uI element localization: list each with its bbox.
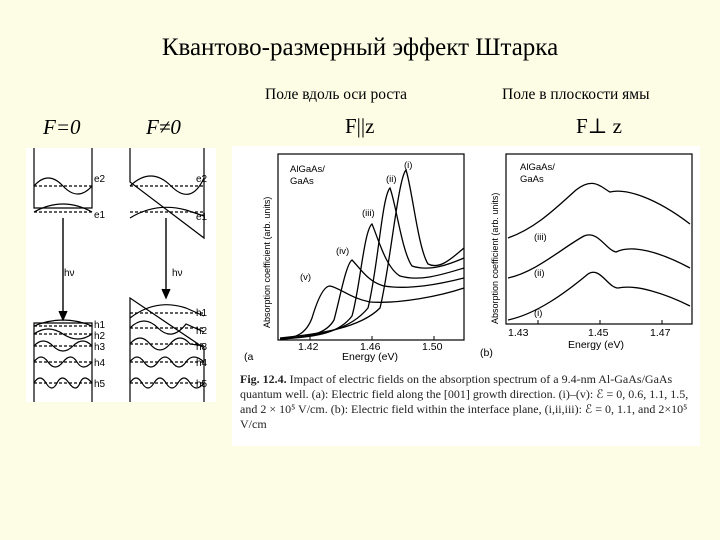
- wavefunction-e2-f0: [34, 178, 92, 194]
- level-label-h3-f0: h3: [94, 342, 106, 353]
- figure-caption: [240, 372, 690, 432]
- label-f-perp: F⊥ z: [576, 114, 622, 138]
- plot-b: [476, 148, 698, 364]
- conduction-well-f0: [34, 148, 92, 208]
- curve-label-iv: (iv): [336, 246, 350, 257]
- plot-a-panel-tag: (a: [244, 351, 254, 363]
- wavefunction-e2-fnonzero: [130, 176, 204, 194]
- slide-title: Квантово-размерный эффект Штарка: [161, 34, 559, 61]
- curve-label-iii: (iii): [362, 208, 375, 219]
- level-label-e1-f0: e1: [94, 210, 106, 221]
- plot-b-xtick-3: 1.47: [650, 327, 671, 339]
- level-label-h3-fnz: h3: [196, 342, 208, 353]
- level-label-h2-fnz: h2: [196, 326, 208, 337]
- curve-b-label-i: (i): [534, 308, 543, 319]
- plot-a-xtick-1: 1.42: [298, 341, 319, 353]
- band-diagram-panel: [26, 148, 216, 402]
- plot-b-panel-tag: (b): [480, 347, 493, 359]
- header-field-parallel: Поле вдоль оси роста: [265, 86, 408, 103]
- plot-a-xtick-3: 1.50: [422, 341, 443, 353]
- transition-label-fnz: hν: [172, 268, 183, 279]
- plot-b-xtick-1: 1.43: [508, 327, 529, 339]
- level-label-e2-f0: e2: [94, 174, 106, 185]
- plot-a-legend-line2: GaAs: [290, 176, 314, 187]
- level-label-h5-f0: h5: [94, 379, 106, 390]
- level-label-h2-f0: h2: [94, 331, 106, 342]
- caption-fig-label: Fig. 12.4.: [240, 372, 287, 386]
- header-field-perpendicular: Поле в плоскости ямы: [502, 86, 650, 103]
- label-f-parallel: F||z: [345, 114, 375, 138]
- level-label-h4-f0: h4: [94, 358, 106, 369]
- curve-v: [280, 286, 464, 339]
- level-label-h1-fnz: h1: [196, 308, 208, 319]
- plot-b-xtick-2: 1.45: [588, 327, 609, 339]
- plot-a-xlabel: Energy (eV): [342, 351, 399, 363]
- plot-b-ylabel: Absorption coefficient (arb. units): [490, 192, 500, 324]
- curve-b-label-iii: (iii): [534, 232, 547, 243]
- curve-b-label-ii: (ii): [534, 268, 545, 279]
- plot-b-xlabel: Energy (eV): [568, 339, 625, 351]
- label-f-zero: F=0: [43, 115, 81, 139]
- level-label-e1-fnz: e1: [196, 212, 208, 223]
- curve-label-i: (i): [404, 160, 413, 171]
- label-f-nonzero: F≠0: [146, 115, 181, 139]
- plot-a-ylabel: Absorption coefficient (arb. units): [262, 196, 272, 328]
- curve-b-iii: [508, 183, 690, 238]
- caption-text: Impact of electric fields on the absorption spectrum of a 9.4-nm Al-GaAs/GaAs quantum well. (a): Electric field along the [001] growth direction. (i)–(v): ℰ = 0, 0.6, 1.1, 1.5, and 2 × 10⁵ V/cm. (b): Electric field within the interface plane, (i,ii,iii): ℰ = 0, 1.1, and 2×10⁵ V/cm: [240, 372, 689, 431]
- plot-b-legend-line2: GaAs: [520, 174, 544, 185]
- plot-a-xtick-2: 1.46: [360, 341, 381, 353]
- wavefunction-e1-fnonzero: [130, 207, 204, 218]
- level-label-e2-fnz: e2: [196, 174, 208, 185]
- plot-b-legend-line1: AlGaAs/: [520, 162, 555, 173]
- plot-a-legend-line1: AlGaAs/: [290, 164, 325, 175]
- curve-label-ii: (ii): [386, 174, 397, 185]
- level-label-h5-fnz: h5: [196, 379, 208, 390]
- curve-i: [280, 170, 464, 338]
- level-label-h1-f0: h1: [94, 320, 106, 331]
- plot-a: [240, 148, 472, 364]
- transition-label-f0: hν: [64, 268, 75, 279]
- curve-label-v: (v): [300, 272, 312, 283]
- level-label-h4-fnz: h4: [196, 358, 208, 369]
